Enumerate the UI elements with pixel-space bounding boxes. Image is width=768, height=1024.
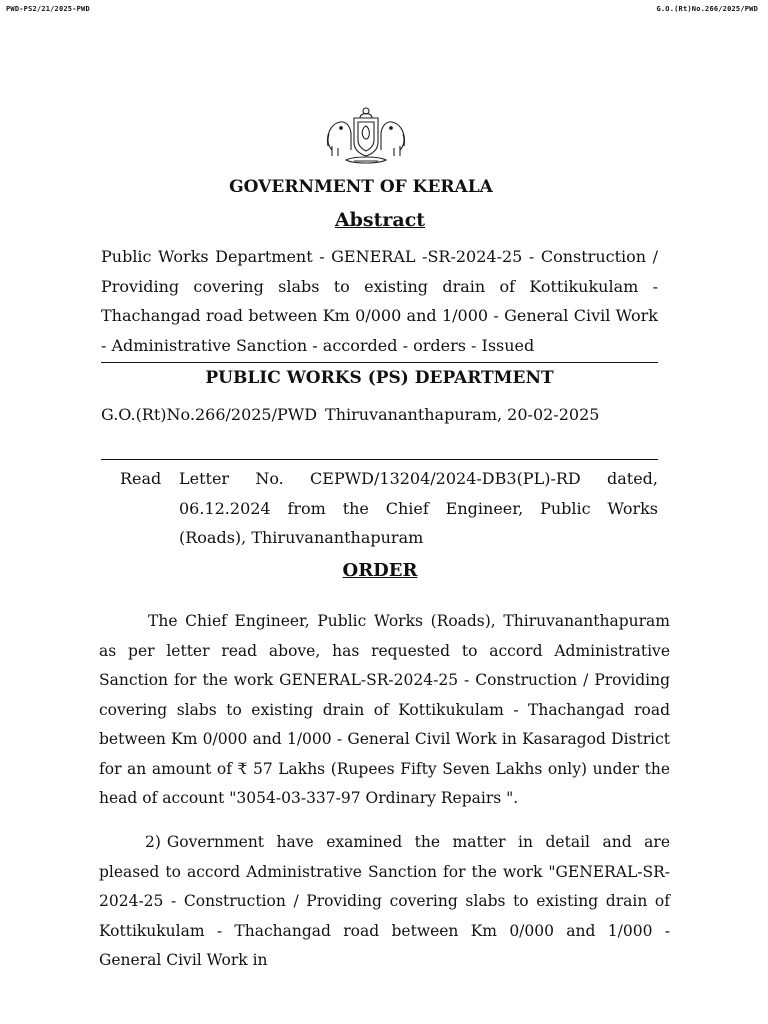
order-number: G.O.(Rt)No.266/2025/PWD — [101, 405, 318, 424]
kerala-state-emblem-icon — [324, 106, 408, 168]
abstract-heading: Abstract — [334, 209, 426, 231]
order-heading: ORDER — [342, 560, 418, 581]
divider-top — [101, 362, 658, 363]
order-reference-line — [101, 400, 621, 430]
page-title: GOVERNMENT OF KERALA — [229, 177, 493, 197]
divider-bottom — [101, 459, 658, 460]
page-header-right-ref: G.O.(Rt)No.266/2025/PWD — [656, 5, 758, 13]
order-paragraph-2 — [99, 828, 670, 976]
order-place-date: Thiruvananthapuram, 20-02-2025 — [325, 405, 600, 424]
abstract-text: Public Works Department - GENERAL -SR-2024-25 - Construction / Providing covering slabs to existing drain of Kottikukulam - Thachangad road between Km 0/000 and 1/000 - General Civil Work - Administrative Sanction - accorded - orders - Issued — [101, 247, 658, 355]
department-title: PUBLIC WORKS (PS) DEPARTMENT — [205, 368, 554, 388]
read-label: Read — [120, 469, 162, 488]
order-paragraph-1: The Chief Engineer, Public Works (Roads), Thiruvananthapuram as per letter read above, has requested to accord Administrative Sanction for the work GENERAL-SR-2024-25 - Construction / Providing covering slabs to existing drain of Kottikukulam - Thachangad road between Km 0/000 and 1/000 - General Civil Work in Kasaragod District for an amount of ₹ 57 Lakhs (Rupees Fifty Seven Lakhs only) under the head of account "3054-03-337-97 Ordinary Repairs ". — [99, 612, 670, 807]
read-text: Letter No. CEPWD/13204/2024-DB3(PL)-RD dated, 06.12.2024 from the Chief Engineer, Public Works (Roads), Thiruvananthapuram — [179, 469, 658, 547]
order-paragraph-2-text: Government have examined the matter in detail and are pleased to accord Administrative Sanction for the work "GENERAL-SR-2024-25 - Construction / Providing covering slabs to existing drain of Kottikukulam - Thachangad road between Km 0/000 and 1/000 - General Civil Work in — [99, 833, 670, 969]
page-header-left-ref: PWD-PS2/21/2025-PWD — [6, 5, 90, 13]
paragraph-number: 2) — [145, 833, 161, 851]
